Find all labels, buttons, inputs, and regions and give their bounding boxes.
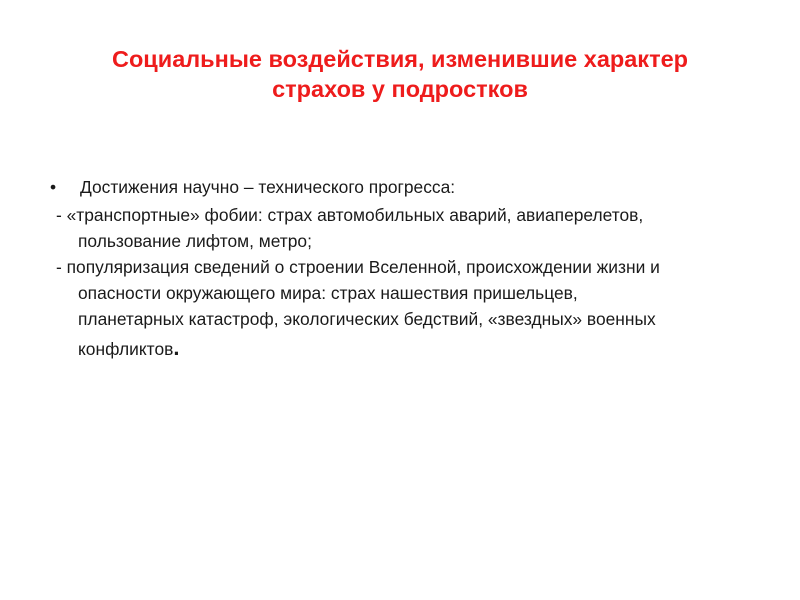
- list-item-line: пользование лифтом, метро;: [78, 231, 312, 251]
- list-item-line: планетарных катастроф, экологических бедствий, «звездных» военных: [78, 309, 656, 329]
- list-item-line: - «транспортные» фобии: страх автомобильных аварий, авиаперелетов,: [56, 205, 644, 225]
- list-item-end-mark: .: [173, 335, 180, 360]
- list-item-line: - популяризация сведений о строении Вселенной, происхождении жизни и: [56, 257, 660, 277]
- slide-title-line-2: страхов у подростков: [272, 76, 528, 102]
- list-item-line: конфликтов: [78, 339, 174, 359]
- slide-title-line-1: Социальные воздействия, изменившие характер: [111, 46, 689, 72]
- list-item-transport-phobias: [56, 202, 776, 254]
- bullet-marker: •: [50, 177, 57, 197]
- list-item-line: опасности окружающего мира: страх нашествия пришельцев,: [78, 283, 578, 303]
- bullet-heading: Достижения научно – технического прогресса:: [80, 177, 456, 197]
- list-item-last-line: [56, 335, 776, 362]
- list-item-universe-knowledge: [56, 254, 776, 362]
